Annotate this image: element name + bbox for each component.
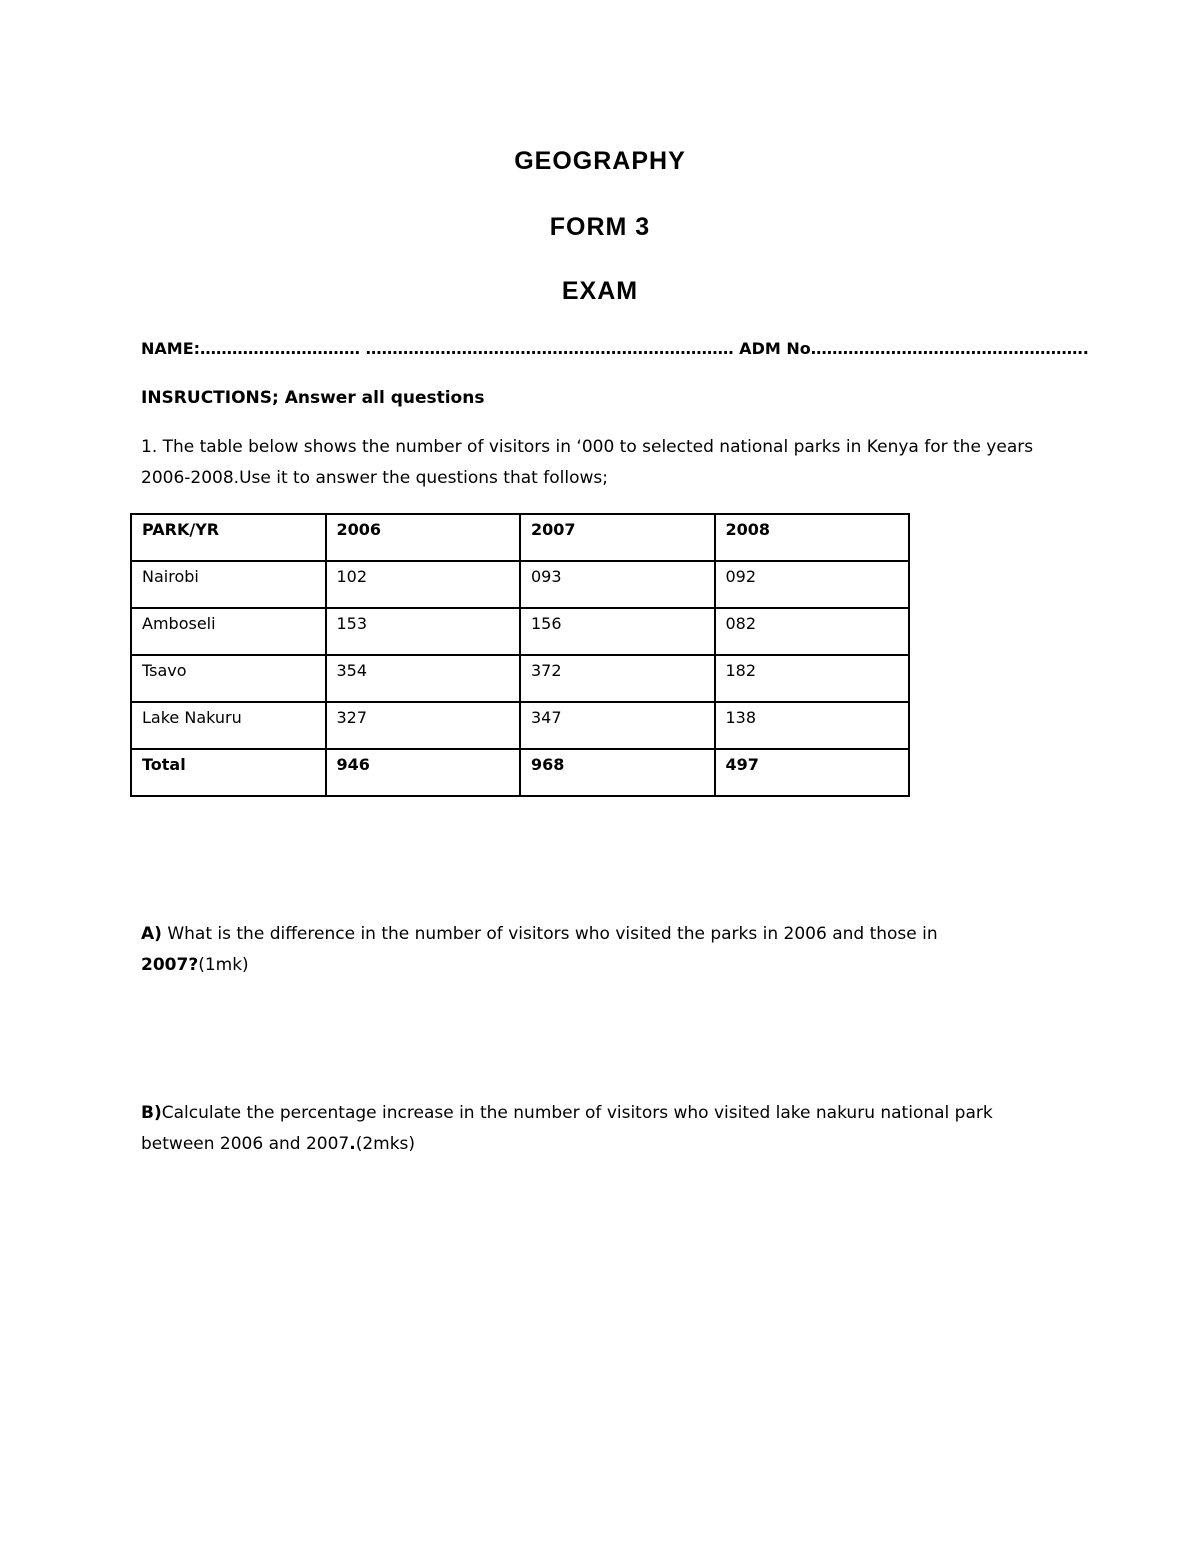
question-a-label: A)	[141, 924, 162, 944]
table-header-cell: PARK/YR	[131, 514, 326, 561]
question-b-marks: (2mks)	[355, 1134, 416, 1154]
question-1-line-2: 2006-2008.Use it to answer the questions that follows;	[141, 468, 608, 488]
table-header-cell: 2008	[715, 514, 910, 561]
table-cell: 372	[520, 655, 715, 702]
table-total-cell: 968	[520, 749, 715, 796]
question-b-line-1	[141, 1102, 993, 1124]
table-cell: Tsavo	[131, 655, 326, 702]
question-a-year: 2007?	[141, 955, 199, 975]
table-cell: 354	[326, 655, 521, 702]
table-cell: 153	[326, 608, 521, 655]
question-1-line-1: 1. The table below shows the number of visitors in ‘000 to selected national parks in Kenya for the years	[141, 437, 1034, 457]
exam-title: EXAM	[561, 277, 639, 305]
table-header-cell: 2007	[520, 514, 715, 561]
table-total-cell: 497	[715, 749, 910, 796]
table-cell: 138	[715, 702, 910, 749]
question-a-line-1	[141, 923, 938, 945]
table-total-cell: 946	[326, 749, 521, 796]
subject-title: GEOGRAPHY	[514, 147, 686, 175]
table-cell: Nairobi	[131, 561, 326, 608]
table-cell: Lake Nakuru	[131, 702, 326, 749]
table-cell: 082	[715, 608, 910, 655]
instructions: INSRUCTIONS; Answer all questions	[141, 388, 485, 408]
table-row	[131, 608, 909, 655]
table-cell: 156	[520, 608, 715, 655]
table-cell: 102	[326, 561, 521, 608]
form-title: FORM 3	[549, 213, 651, 241]
question-a-marks: (1mk)	[198, 955, 249, 975]
table-cell: 347	[520, 702, 715, 749]
name-dots: ………………………… ……………………………………………………………	[200, 339, 734, 358]
table-cell: Amboseli	[131, 608, 326, 655]
table-total-cell: Total	[131, 749, 326, 796]
question-b-label: B)	[141, 1103, 162, 1123]
name-label: NAME:	[141, 339, 201, 358]
adm-label: ADM No	[733, 339, 811, 358]
question-a-line-2	[141, 954, 249, 976]
table-row	[131, 561, 909, 608]
question-b-text: Calculate the percentage increase in the number of visitors who visited lake nakuru national park	[161, 1103, 993, 1123]
question-b-text-2: between 2006 and 2007	[141, 1134, 350, 1154]
question-b-period: .	[349, 1134, 356, 1154]
table-cell: 327	[326, 702, 521, 749]
name-adm-line	[141, 338, 1089, 360]
table-cell: 182	[715, 655, 910, 702]
table-row	[131, 655, 909, 702]
table-header-row	[131, 514, 909, 561]
question-b-line-2	[141, 1133, 415, 1155]
table-total-row	[131, 749, 909, 796]
table-cell: 093	[520, 561, 715, 608]
adm-dots: …………………………………………….	[810, 339, 1089, 358]
question-a-text: What is the difference in the number of visitors who visited the parks in 2006 and those in	[161, 924, 938, 944]
table-cell: 092	[715, 561, 910, 608]
table-header-cell: 2006	[326, 514, 521, 561]
visitors-table	[130, 513, 910, 797]
table-row	[131, 702, 909, 749]
